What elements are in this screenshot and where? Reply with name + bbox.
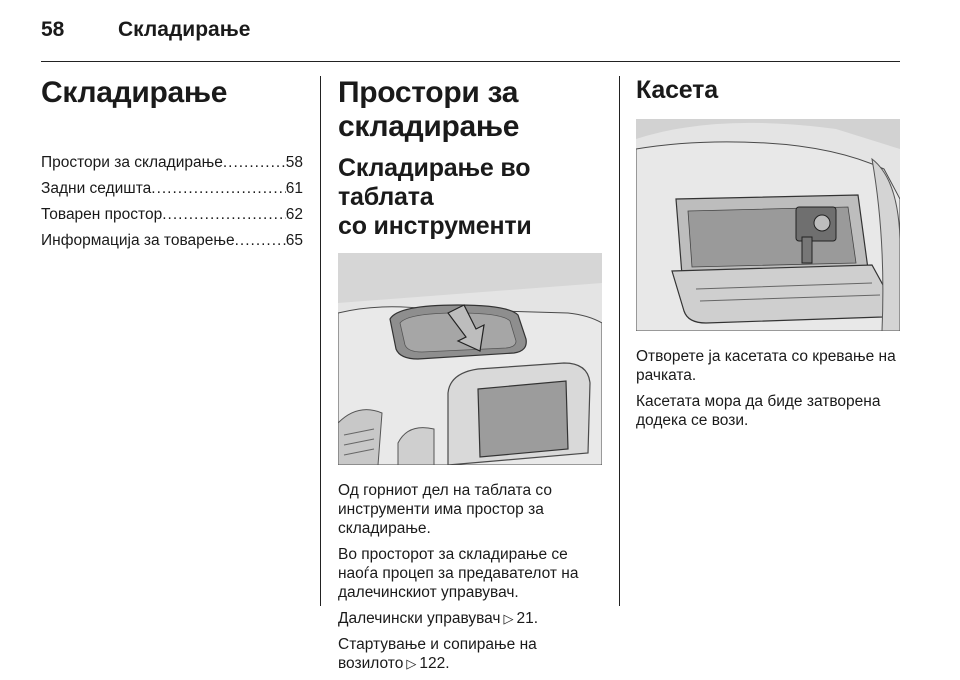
header-rule — [41, 61, 900, 62]
cross-reference-paragraph — [338, 609, 602, 628]
toc-leader-dots — [235, 228, 286, 254]
storage-section-column — [338, 76, 602, 680]
toc-entry[interactable] — [41, 176, 303, 202]
cross-reference-text: Далечински управувач — [338, 610, 501, 627]
subsection-heading — [338, 154, 602, 241]
cross-reference-page[interactable]: 122. — [419, 655, 450, 672]
cross-reference-page[interactable]: 21. — [516, 610, 539, 627]
subsection-heading-line: Складирање во таблата — [338, 154, 531, 211]
toc-entry-page: 58 — [285, 154, 303, 171]
toc-entry-page: 62 — [285, 206, 303, 223]
right-triangle-icon: ▷ — [406, 656, 417, 671]
toc-entry-title: Простори за складирање — [41, 154, 223, 171]
toc-entry[interactable] — [41, 150, 303, 176]
glovebox-illustration — [636, 119, 900, 331]
instrument-panel-storage-illustration — [338, 253, 602, 465]
paragraph: Во просторот за складирање се наоѓа процеп за предавателот на далечинскиот управувач. — [338, 546, 579, 601]
page-number: 58 — [41, 18, 65, 41]
column-divider-1 — [320, 76, 321, 606]
toc-entry[interactable] — [41, 228, 303, 254]
subsection-heading: Касета — [636, 76, 718, 104]
toc-leader-dots — [151, 176, 285, 202]
cross-reference-paragraph — [338, 635, 602, 673]
toc-entry-title: Информација за товарење — [41, 232, 235, 249]
chapter-contents-column — [41, 76, 303, 254]
paragraph: Од горниот дел на таблата со инструменти има простор за складирање. — [338, 482, 552, 537]
toc-entry[interactable] — [41, 202, 303, 228]
paragraph: Отворете ја касетата со кревање на рачката. — [636, 348, 896, 384]
right-triangle-icon: ▷ — [503, 611, 514, 626]
section-heading — [338, 76, 602, 144]
toc-leader-dots — [162, 202, 286, 228]
table-of-contents — [41, 150, 303, 254]
running-header-title: Складирање — [118, 18, 251, 41]
cross-reference-text: Стартување и сопирање на возилото — [338, 636, 537, 672]
glovebox-section-column — [636, 76, 900, 437]
toc-entry-page: 65 — [285, 232, 303, 249]
paragraph: Касетата мора да биде затворена додека се вози. — [636, 393, 881, 429]
subsection-heading-line: со инструменти — [338, 212, 532, 240]
section-heading-line: Простори за — [338, 76, 519, 109]
toc-entry-title: Товарен простор — [41, 206, 163, 223]
toc-entry-page: 61 — [285, 180, 303, 197]
chapter-heading: Складирање — [41, 76, 228, 109]
toc-leader-dots — [223, 150, 286, 176]
section-heading-line: складирање — [338, 110, 520, 143]
column-divider-2 — [619, 76, 620, 606]
toc-entry-title: Задни седишта — [41, 180, 152, 197]
